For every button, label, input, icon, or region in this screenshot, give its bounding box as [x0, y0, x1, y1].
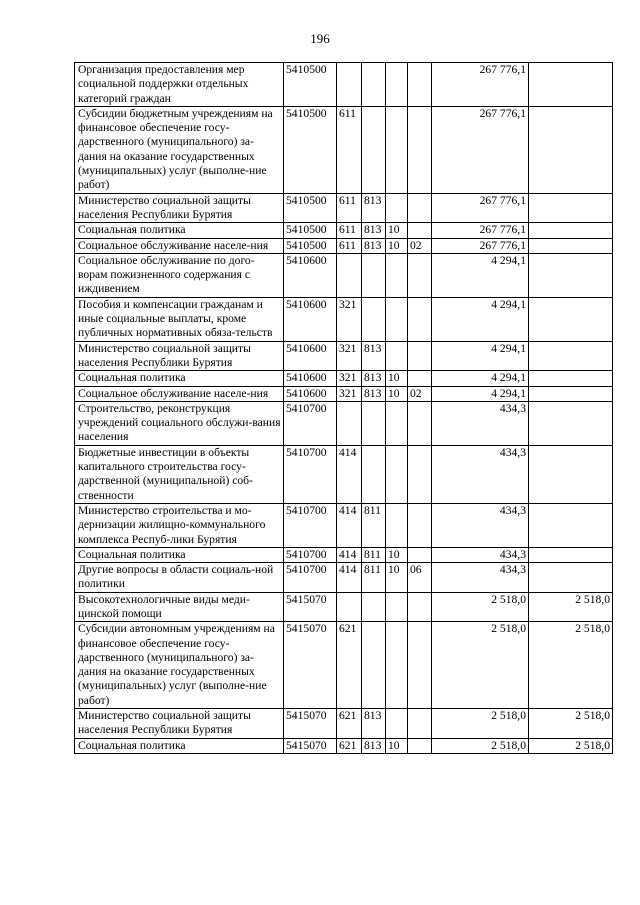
table-row	[75, 238, 613, 253]
subsection-code-cell	[408, 223, 432, 238]
target-article-cell: 5415070	[284, 709, 337, 739]
federal-amount-cell: 2 518,0	[529, 738, 613, 753]
table-row	[75, 297, 613, 341]
section-code-cell	[386, 193, 408, 223]
federal-amount-cell	[529, 503, 613, 547]
administrator-code-cell	[362, 592, 386, 622]
target-article-cell: 5410600	[284, 341, 337, 371]
amount-cell: 434,3	[432, 503, 529, 547]
table-row	[75, 503, 613, 547]
item-name-cell: Социальная политика	[75, 223, 284, 238]
target-article-cell: 5410600	[284, 386, 337, 401]
administrator-code-cell	[362, 253, 386, 297]
amount-cell: 2 518,0	[432, 622, 529, 709]
administrator-code-cell: 813	[362, 341, 386, 371]
expense-type-cell: 611	[337, 193, 362, 223]
amount-cell: 2 518,0	[432, 738, 529, 753]
item-name-cell: Организация предоставления мер социальной поддержки отдельных категорий граждан	[75, 63, 284, 107]
federal-amount-cell	[529, 341, 613, 371]
administrator-code-cell: 813	[362, 223, 386, 238]
expense-type-cell	[337, 253, 362, 297]
expense-type-cell	[337, 63, 362, 107]
target-article-cell: 5415070	[284, 738, 337, 753]
subsection-code-cell	[408, 371, 432, 386]
subsection-code-cell	[408, 547, 432, 562]
amount-cell: 434,3	[432, 401, 529, 445]
table-row	[75, 63, 613, 107]
expense-type-cell: 321	[337, 371, 362, 386]
target-article-cell: 5410500	[284, 193, 337, 223]
target-article-cell: 5410600	[284, 371, 337, 386]
target-article-cell: 5410500	[284, 223, 337, 238]
item-name-cell: Субсидии автономным учреждениям на финансовое обеспечение госу-дарственного (муниципального) за-дания на оказание государственных (муниципальных) услуг (выполне-ние работ)	[75, 622, 284, 709]
amount-cell: 4 294,1	[432, 297, 529, 341]
administrator-code-cell	[362, 106, 386, 193]
table-row	[75, 341, 613, 371]
item-name-cell: Субсидии бюджетным учреждениям на финансовое обеспечение госу-дарственного (муниципального) за-дания на оказание государственных (муниципальных) услуг (выполне-ние работ)	[75, 106, 284, 193]
expense-type-cell: 414	[337, 503, 362, 547]
section-code-cell	[386, 341, 408, 371]
subsection-code-cell	[408, 297, 432, 341]
item-name-cell: Министерство строительства и мо-дернизации жилищно-коммунального комплекса Респуб-лики Бурятия	[75, 503, 284, 547]
federal-amount-cell	[529, 445, 613, 503]
item-name-cell: Пособия и компенсации гражданам и иные социальные выплаты, кроме публичных нормативных обяза-тельств	[75, 297, 284, 341]
item-name-cell: Социальная политика	[75, 738, 284, 753]
item-name-cell: Социальная политика	[75, 371, 284, 386]
target-article-cell: 5410500	[284, 238, 337, 253]
section-code-cell	[386, 503, 408, 547]
expense-type-cell: 611	[337, 223, 362, 238]
section-code-cell: 10	[386, 371, 408, 386]
target-article-cell: 5410500	[284, 106, 337, 193]
amount-cell: 2 518,0	[432, 592, 529, 622]
subsection-code-cell	[408, 445, 432, 503]
table-row	[75, 622, 613, 709]
amount-cell: 434,3	[432, 563, 529, 593]
administrator-code-cell: 811	[362, 503, 386, 547]
expense-type-cell: 621	[337, 709, 362, 739]
subsection-code-cell: 02	[408, 238, 432, 253]
expense-type-cell: 321	[337, 341, 362, 371]
target-article-cell: 5410600	[284, 297, 337, 341]
target-article-cell: 5410700	[284, 563, 337, 593]
federal-amount-cell	[529, 238, 613, 253]
subsection-code-cell	[408, 738, 432, 753]
subsection-code-cell	[408, 592, 432, 622]
table-row	[75, 371, 613, 386]
target-article-cell: 5410700	[284, 401, 337, 445]
federal-amount-cell	[529, 193, 613, 223]
subsection-code-cell	[408, 622, 432, 709]
target-article-cell: 5410700	[284, 503, 337, 547]
section-code-cell	[386, 297, 408, 341]
page-number: 196	[310, 31, 330, 46]
target-article-cell: 5410500	[284, 63, 337, 107]
target-article-cell: 5410700	[284, 547, 337, 562]
subsection-code-cell: 02	[408, 386, 432, 401]
item-name-cell: Министерство социальной защиты населения Республики Бурятия	[75, 341, 284, 371]
federal-amount-cell	[529, 547, 613, 562]
section-code-cell: 10	[386, 563, 408, 593]
federal-amount-cell: 2 518,0	[529, 622, 613, 709]
amount-cell: 2 518,0	[432, 709, 529, 739]
administrator-code-cell: 813	[362, 238, 386, 253]
target-article-cell: 5410700	[284, 445, 337, 503]
amount-cell: 434,3	[432, 445, 529, 503]
budget-table	[74, 62, 613, 754]
item-name-cell: Министерство социальной защиты населения Республики Бурятия	[75, 709, 284, 739]
expense-type-cell: 611	[337, 106, 362, 193]
table-row	[75, 592, 613, 622]
table-row	[75, 223, 613, 238]
federal-amount-cell	[529, 563, 613, 593]
federal-amount-cell	[529, 297, 613, 341]
expense-type-cell: 414	[337, 445, 362, 503]
amount-cell: 267 776,1	[432, 238, 529, 253]
expense-type-cell: 321	[337, 297, 362, 341]
amount-cell: 4 294,1	[432, 386, 529, 401]
administrator-code-cell: 813	[362, 193, 386, 223]
federal-amount-cell	[529, 223, 613, 238]
administrator-code-cell: 813	[362, 709, 386, 739]
amount-cell: 267 776,1	[432, 63, 529, 107]
item-name-cell: Строительство, реконструкция учреждений социального обслужи-вания населения	[75, 401, 284, 445]
administrator-code-cell	[362, 622, 386, 709]
expense-type-cell	[337, 401, 362, 445]
amount-cell: 267 776,1	[432, 193, 529, 223]
amount-cell: 434,3	[432, 547, 529, 562]
section-code-cell	[386, 401, 408, 445]
item-name-cell: Высокотехнологичные виды меди-цинской помощи	[75, 592, 284, 622]
item-name-cell: Социальное обслуживание населе-ния	[75, 238, 284, 253]
table-row	[75, 401, 613, 445]
administrator-code-cell	[362, 445, 386, 503]
item-name-cell: Социальное обслуживание населе-ния	[75, 386, 284, 401]
section-code-cell: 10	[386, 738, 408, 753]
section-code-cell: 10	[386, 238, 408, 253]
administrator-code-cell	[362, 63, 386, 107]
amount-cell: 4 294,1	[432, 253, 529, 297]
table-row	[75, 253, 613, 297]
table-row	[75, 106, 613, 193]
administrator-code-cell: 813	[362, 386, 386, 401]
expense-type-cell	[337, 592, 362, 622]
subsection-code-cell	[408, 253, 432, 297]
federal-amount-cell	[529, 371, 613, 386]
amount-cell: 267 776,1	[432, 106, 529, 193]
budget-table-body	[75, 63, 613, 754]
section-code-cell	[386, 63, 408, 107]
federal-amount-cell	[529, 63, 613, 107]
section-code-cell	[386, 253, 408, 297]
table-row	[75, 563, 613, 593]
amount-cell: 267 776,1	[432, 223, 529, 238]
section-code-cell	[386, 709, 408, 739]
subsection-code-cell	[408, 106, 432, 193]
subsection-code-cell	[408, 401, 432, 445]
administrator-code-cell: 811	[362, 547, 386, 562]
amount-cell: 4 294,1	[432, 371, 529, 386]
section-code-cell	[386, 622, 408, 709]
administrator-code-cell	[362, 297, 386, 341]
item-name-cell: Социальное обслуживание по дого-ворам пожизненного содержания с иждивением	[75, 253, 284, 297]
expense-type-cell: 414	[337, 547, 362, 562]
subsection-code-cell	[408, 63, 432, 107]
section-code-cell	[386, 592, 408, 622]
table-row	[75, 386, 613, 401]
subsection-code-cell	[408, 709, 432, 739]
table-row	[75, 738, 613, 753]
federal-amount-cell: 2 518,0	[529, 592, 613, 622]
expense-type-cell: 621	[337, 622, 362, 709]
subsection-code-cell	[408, 503, 432, 547]
item-name-cell: Министерство социальной защиты населения Республики Бурятия	[75, 193, 284, 223]
table-row	[75, 709, 613, 739]
expense-type-cell: 321	[337, 386, 362, 401]
administrator-code-cell: 811	[362, 563, 386, 593]
table-row	[75, 547, 613, 562]
target-article-cell: 5410600	[284, 253, 337, 297]
expense-type-cell: 414	[337, 563, 362, 593]
federal-amount-cell	[529, 401, 613, 445]
item-name-cell: Бюджетные инвестиции в объекты капитального строительства госу-дарственной (муниципальной) соб-ственности	[75, 445, 284, 503]
section-code-cell: 10	[386, 223, 408, 238]
item-name-cell: Социальная политика	[75, 547, 284, 562]
subsection-code-cell: 06	[408, 563, 432, 593]
section-code-cell	[386, 106, 408, 193]
section-code-cell: 10	[386, 386, 408, 401]
administrator-code-cell	[362, 401, 386, 445]
subsection-code-cell	[408, 341, 432, 371]
section-code-cell	[386, 445, 408, 503]
federal-amount-cell	[529, 386, 613, 401]
target-article-cell: 5415070	[284, 622, 337, 709]
table-row	[75, 445, 613, 503]
target-article-cell: 5415070	[284, 592, 337, 622]
section-code-cell: 10	[386, 547, 408, 562]
table-row	[75, 193, 613, 223]
subsection-code-cell	[408, 193, 432, 223]
federal-amount-cell	[529, 253, 613, 297]
amount-cell: 4 294,1	[432, 341, 529, 371]
federal-amount-cell: 2 518,0	[529, 709, 613, 739]
expense-type-cell: 611	[337, 238, 362, 253]
expense-type-cell: 621	[337, 738, 362, 753]
federal-amount-cell	[529, 106, 613, 193]
administrator-code-cell: 813	[362, 371, 386, 386]
administrator-code-cell: 813	[362, 738, 386, 753]
item-name-cell: Другие вопросы в области социаль-ной политики	[75, 563, 284, 593]
